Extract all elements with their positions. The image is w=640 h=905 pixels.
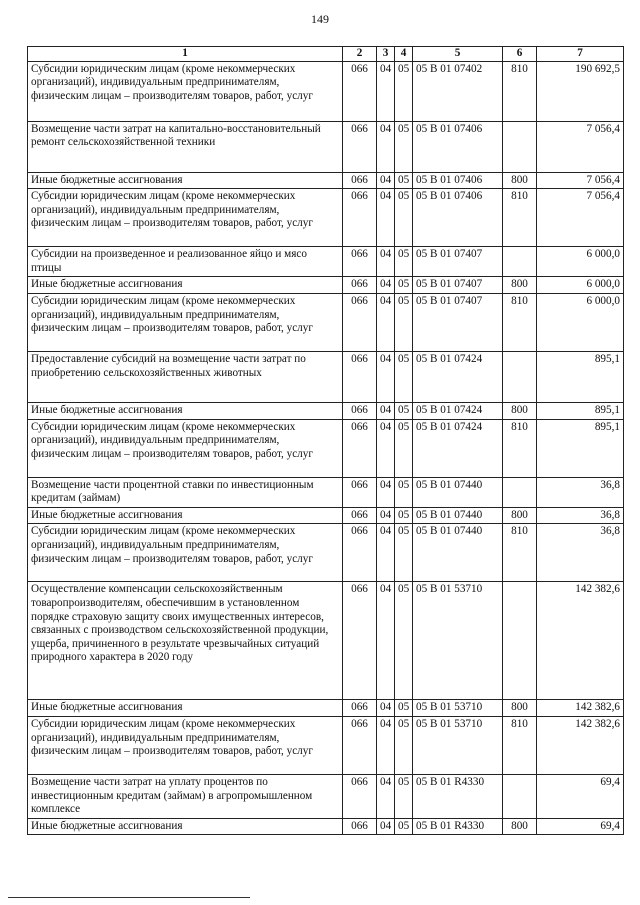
expense-kind-cell: 800 — [503, 172, 537, 189]
expense-kind-cell: 800 — [503, 402, 537, 419]
ministry-code-cell: 066 — [343, 121, 377, 172]
expense-kind-cell — [503, 582, 537, 700]
subsection-code-cell: 05 — [395, 61, 413, 121]
target-code-cell: 05 В 01 07406 — [413, 172, 503, 189]
ministry-code-cell: 066 — [343, 61, 377, 121]
expense-kind-cell: 810 — [503, 524, 537, 582]
ministry-code-cell: 066 — [343, 293, 377, 351]
amount-cell: 7 056,4 — [537, 121, 624, 172]
row-name-cell: Иные бюджетные ассигнования — [28, 818, 343, 835]
row-name-cell: Предоставление субсидий на возмещение части затрат по приобретению сельскохозяйственных животных — [28, 351, 343, 402]
table-row — [28, 189, 624, 247]
ministry-code-cell: 066 — [343, 524, 377, 582]
header-cell: 1 — [28, 47, 343, 62]
subsection-code-cell: 05 — [395, 277, 413, 294]
section-code-cell: 04 — [377, 172, 395, 189]
ministry-code-cell: 066 — [343, 700, 377, 717]
table-row — [28, 247, 624, 277]
row-name-cell: Иные бюджетные ассигнования — [28, 507, 343, 524]
target-code-cell: 05 В 01 07440 — [413, 524, 503, 582]
target-code-cell: 05 В 01 07424 — [413, 419, 503, 477]
section-code-cell: 04 — [377, 419, 395, 477]
amount-cell: 6 000,0 — [537, 247, 624, 277]
expense-kind-cell: 800 — [503, 507, 537, 524]
row-name-cell: Субсидии на произведенное и реализованное яйцо и мясо птицы — [28, 247, 343, 277]
subsection-code-cell: 05 — [395, 402, 413, 419]
table-row — [28, 524, 624, 582]
section-code-cell: 04 — [377, 293, 395, 351]
row-name-cell: Субсидии юридическим лицам (кроме некоммерческих организаций), индивидуальным предпринимателям, физическим лицам – производителям товаров, работ, услуг — [28, 716, 343, 774]
row-name-cell: Субсидии юридическим лицам (кроме некоммерческих организаций), индивидуальным предпринимателям, физическим лицам – производителям товаров, работ, услуг — [28, 524, 343, 582]
subsection-code-cell: 05 — [395, 524, 413, 582]
header-cell: 7 — [537, 47, 624, 62]
section-code-cell: 04 — [377, 507, 395, 524]
header-cell: 3 — [377, 47, 395, 62]
ministry-code-cell: 066 — [343, 419, 377, 477]
ministry-code-cell: 066 — [343, 477, 377, 507]
target-code-cell: 05 В 01 07424 — [413, 402, 503, 419]
table-row — [28, 351, 624, 402]
expense-kind-cell — [503, 351, 537, 402]
expense-kind-cell: 810 — [503, 293, 537, 351]
target-code-cell: 05 В 01 R4330 — [413, 818, 503, 835]
amount-cell: 142 382,6 — [537, 700, 624, 717]
table-row — [28, 293, 624, 351]
section-code-cell: 04 — [377, 818, 395, 835]
subsection-code-cell: 05 — [395, 582, 413, 700]
amount-cell: 142 382,6 — [537, 716, 624, 774]
target-code-cell: 05 В 01 07424 — [413, 351, 503, 402]
ministry-code-cell: 066 — [343, 351, 377, 402]
table-row — [28, 700, 624, 717]
ministry-code-cell: 066 — [343, 247, 377, 277]
subsection-code-cell: 05 — [395, 172, 413, 189]
row-name-cell: Возмещение части затрат на капитально-восстановительный ремонт сельскохозяйственной техники — [28, 121, 343, 172]
row-name-cell: Иные бюджетные ассигнования — [28, 277, 343, 294]
ministry-code-cell: 066 — [343, 507, 377, 524]
ministry-code-cell: 066 — [343, 774, 377, 818]
section-code-cell: 04 — [377, 700, 395, 717]
expense-kind-cell: 810 — [503, 189, 537, 247]
amount-cell: 895,1 — [537, 419, 624, 477]
expense-kind-cell — [503, 477, 537, 507]
target-code-cell: 05 В 01 53710 — [413, 716, 503, 774]
amount-cell: 6 000,0 — [537, 277, 624, 294]
target-code-cell: 05 В 01 07407 — [413, 293, 503, 351]
footer-divider — [8, 897, 250, 898]
amount-cell: 895,1 — [537, 402, 624, 419]
row-name-cell: Возмещение части затрат на уплату процентов по инвестиционным кредитам (займам) в агропромышленном комплексе — [28, 774, 343, 818]
row-name-cell: Возмещение части процентной ставки по инвестиционным кредитам (займам) — [28, 477, 343, 507]
row-name-cell: Иные бюджетные ассигнования — [28, 700, 343, 717]
subsection-code-cell: 05 — [395, 419, 413, 477]
target-code-cell: 05 В 01 53710 — [413, 700, 503, 717]
table-row — [28, 61, 624, 121]
section-code-cell: 04 — [377, 716, 395, 774]
subsection-code-cell: 05 — [395, 293, 413, 351]
ministry-code-cell: 066 — [343, 189, 377, 247]
header-row — [28, 47, 624, 62]
section-code-cell: 04 — [377, 774, 395, 818]
subsection-code-cell: 05 — [395, 774, 413, 818]
ministry-code-cell: 066 — [343, 277, 377, 294]
amount-cell: 7 056,4 — [537, 189, 624, 247]
header-cell: 6 — [503, 47, 537, 62]
row-name-cell: Субсидии юридическим лицам (кроме некоммерческих организаций), индивидуальным предпринимателям, физическим лицам – производителям товаров, работ, услуг — [28, 61, 343, 121]
target-code-cell: 05 В 01 07407 — [413, 247, 503, 277]
subsection-code-cell: 05 — [395, 507, 413, 524]
expense-kind-cell — [503, 774, 537, 818]
ministry-code-cell: 066 — [343, 818, 377, 835]
table-row — [28, 818, 624, 835]
expense-kind-cell — [503, 121, 537, 172]
amount-cell: 7 056,4 — [537, 172, 624, 189]
target-code-cell: 05 В 01 07440 — [413, 477, 503, 507]
amount-cell: 36,8 — [537, 507, 624, 524]
amount-cell: 190 692,5 — [537, 61, 624, 121]
section-code-cell: 04 — [377, 189, 395, 247]
table-row — [28, 402, 624, 419]
target-code-cell: 05 В 01 07406 — [413, 189, 503, 247]
amount-cell: 142 382,6 — [537, 582, 624, 700]
section-code-cell: 04 — [377, 121, 395, 172]
section-code-cell: 04 — [377, 61, 395, 121]
table-row — [28, 774, 624, 818]
header-cell: 5 — [413, 47, 503, 62]
expense-kind-cell: 810 — [503, 716, 537, 774]
table-row — [28, 582, 624, 700]
table-row — [28, 277, 624, 294]
expense-kind-cell: 800 — [503, 818, 537, 835]
amount-cell: 69,4 — [537, 818, 624, 835]
ministry-code-cell: 066 — [343, 716, 377, 774]
budget-table — [27, 46, 624, 835]
target-code-cell: 05 В 01 07440 — [413, 507, 503, 524]
target-code-cell: 05 В 01 07406 — [413, 121, 503, 172]
table-row — [28, 172, 624, 189]
section-code-cell: 04 — [377, 247, 395, 277]
target-code-cell: 05 В 01 R4330 — [413, 774, 503, 818]
expense-kind-cell: 800 — [503, 700, 537, 717]
section-code-cell: 04 — [377, 477, 395, 507]
section-code-cell: 04 — [377, 524, 395, 582]
table-row — [28, 477, 624, 507]
subsection-code-cell: 05 — [395, 818, 413, 835]
table-row — [28, 716, 624, 774]
section-code-cell: 04 — [377, 402, 395, 419]
amount-cell: 36,8 — [537, 524, 624, 582]
expense-kind-cell: 800 — [503, 277, 537, 294]
target-code-cell: 05 В 01 07407 — [413, 277, 503, 294]
row-name-cell: Иные бюджетные ассигнования — [28, 172, 343, 189]
expense-kind-cell: 810 — [503, 61, 537, 121]
section-code-cell: 04 — [377, 277, 395, 294]
row-name-cell: Иные бюджетные ассигнования — [28, 402, 343, 419]
table-row — [28, 121, 624, 172]
subsection-code-cell: 05 — [395, 189, 413, 247]
header-cell: 4 — [395, 47, 413, 62]
target-code-cell: 05 В 01 53710 — [413, 582, 503, 700]
ministry-code-cell: 066 — [343, 402, 377, 419]
subsection-code-cell: 05 — [395, 121, 413, 172]
subsection-code-cell: 05 — [395, 716, 413, 774]
page-number: 149 — [311, 12, 329, 26]
section-code-cell: 04 — [377, 351, 395, 402]
subsection-code-cell: 05 — [395, 247, 413, 277]
subsection-code-cell: 05 — [395, 351, 413, 402]
ministry-code-cell: 066 — [343, 582, 377, 700]
expense-kind-cell — [503, 247, 537, 277]
expense-kind-cell: 810 — [503, 419, 537, 477]
amount-cell: 69,4 — [537, 774, 624, 818]
row-name-cell: Осуществление компенсации сельскохозяйственным товаропроизводителям, обеспечившим в установленном порядке страховую защиту своих имущественных интересов, связанных с производством сельскохозяйственной продукции, ущерба, причиненного в результате чрезвычайных ситуаций природного характера в 2020 году — [28, 582, 343, 700]
header-cell: 2 — [343, 47, 377, 62]
ministry-code-cell: 066 — [343, 172, 377, 189]
row-name-cell: Субсидии юридическим лицам (кроме некоммерческих организаций), индивидуальным предпринимателям, физическим лицам – производителям товаров, работ, услуг — [28, 419, 343, 477]
target-code-cell: 05 В 01 07402 — [413, 61, 503, 121]
subsection-code-cell: 05 — [395, 477, 413, 507]
section-code-cell: 04 — [377, 582, 395, 700]
amount-cell: 6 000,0 — [537, 293, 624, 351]
table-row — [28, 419, 624, 477]
amount-cell: 36,8 — [537, 477, 624, 507]
table-row — [28, 507, 624, 524]
row-name-cell: Субсидии юридическим лицам (кроме некоммерческих организаций), индивидуальным предпринимателям, физическим лицам – производителям товаров, работ, услуг — [28, 189, 343, 247]
subsection-code-cell: 05 — [395, 700, 413, 717]
row-name-cell: Субсидии юридическим лицам (кроме некоммерческих организаций), индивидуальным предпринимателям, физическим лицам – производителям товаров, работ, услуг — [28, 293, 343, 351]
amount-cell: 895,1 — [537, 351, 624, 402]
